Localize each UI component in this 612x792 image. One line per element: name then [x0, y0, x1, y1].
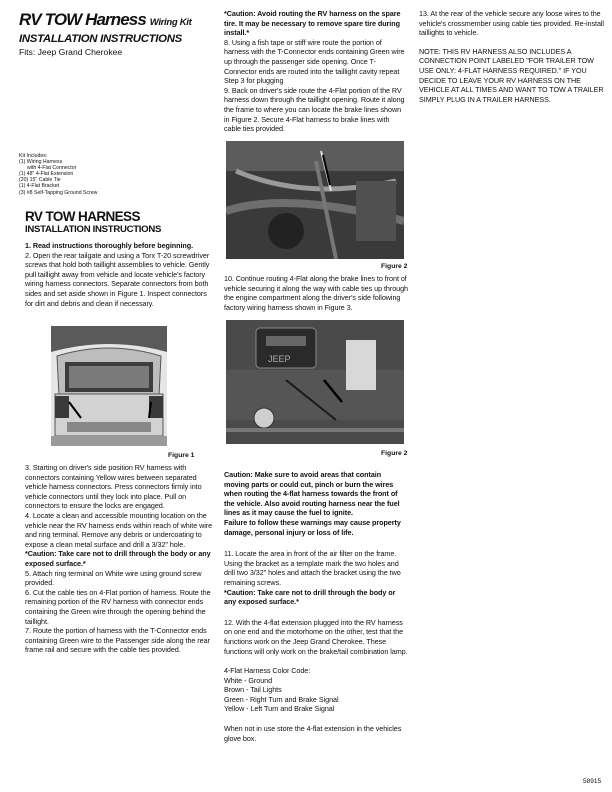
color-code-title: 4-Flat Harness Color Code: [224, 666, 311, 676]
kit-line: (1) Wiring Harness [19, 159, 63, 166]
figure-3-caption: Figure 2 [381, 450, 408, 457]
caution-warnings: Failure to follow these warnings may cause property damage, personal injury or loss of life. [224, 517, 401, 537]
figure-1-photo [51, 326, 167, 446]
figure-2-photo [226, 141, 404, 259]
step-10: 10. Continue routing 4-Flat along the brake lines to front of vehicle securing it along the way with cable ties up through the engine compartment along the driver's side following factory wiring harness shown in Figure 3. [224, 274, 408, 312]
trailer-note: NOTE: THIS RV HARNESS ALSO INCLUDES A CONNECTION POINT LABELED "FOR TRAILER TOW USE ONLY: 4-FLAT HARNESS REQUIRED." IF YOU DECIDE TO LEAVE YOUR RV HARNESS ON THE VEHICLE AT ALL TIMES AND WANT TO TOW A TRAILER SIMPLY PLUG IN A TRAILER HARNESS. [419, 46, 604, 104]
color-code-row: Brown - Tail Lights [224, 685, 282, 695]
step-4: 4. Locate a clean and accessible mounting location on the vehicle near the RV harness ends within reach of white wire and ring terminal. Remove any debris or undercoating to expose a clean metal surface and drill a 3/32" hole. [25, 510, 213, 549]
step-6: 6. Cut the cable ties on 4-Flat portion of harness. Route the remaining portion of the RV harness with connector ends containing the Green wire through the opening behind the taillight. [25, 587, 211, 626]
color-code [224, 666, 408, 714]
fits-label: Fits: Jeep Grand Cherokee [19, 47, 123, 57]
figure-1-image [51, 326, 167, 446]
color-code-row: Green - Right Turn and Brake Signal [224, 694, 339, 704]
figure-2-caption: Figure 2 [381, 263, 408, 270]
section-subtitle: INSTALLATION INSTRUCTIONS [25, 224, 162, 235]
column-1-lower [25, 463, 213, 655]
figure-2-image [226, 141, 404, 259]
column-1 [25, 241, 213, 308]
kit-line: (20) 15" Cable Tie [19, 177, 61, 184]
section-heading [25, 209, 215, 235]
title-sub: Wiring Kit [149, 17, 192, 28]
kit-line: with 4-Flat Connector [27, 165, 77, 172]
title-main: RV TOW Harness [19, 10, 146, 29]
page-title [19, 10, 219, 33]
column-2-mid [224, 274, 408, 312]
kit-includes [19, 153, 139, 196]
step-12: 12. With the 4-flat extension plugged into the RV harness on one end and the motorhome on the other, test that the functions work on the Jeep Grand Cherokee. These functions will only work on the brake/tail combination lamp. [224, 617, 408, 656]
step-7: 7. Route the portion of harness with the T-Connector ends containing Green wire to the Passenger side along the rear frame rail and secure with the cable ties provided. [25, 626, 210, 655]
kit-line: (3) #8 Self-Tapping Ground Screw [19, 189, 98, 196]
caution-drill-1: *Caution: Take care not to drill through the body or any exposed surface.* [25, 549, 211, 568]
svg-text:JEEP: JEEP [268, 354, 291, 364]
step-8: 8. Using a fish tape or stiff wire route the portion of harness with the T-Connector ends containing Green wire up through the passenger side opening. Once T-Connector ends are routed into the taillight cavity repeat Step 3 for plugging [224, 37, 405, 86]
section-title: RV TOW HARNESS [25, 209, 140, 224]
storage-note: When not in use store the 4-flat extension in the vehicles glove box. [224, 724, 402, 743]
step-13: 13. At the rear of the vehicle secure any loose wires to the vehicle's crossmember using cable ties provided. Re-install taillights to vehicle. [419, 9, 604, 38]
figure-3-photo [226, 320, 404, 444]
kit-line: Kit Includes: [19, 153, 48, 159]
step-11: 11. Locate the area in front of the air filter on the frame. Using the bracket as a template mark the two holes and drill two 3/32" holes and attach the bracket using the two remaining screws. [224, 549, 401, 587]
column-2 [224, 9, 408, 134]
step-1: 1. Read instructions thoroughly before beginning. [25, 241, 194, 250]
color-code-row: Yellow - Left Turn and Brake Signal [224, 704, 335, 714]
column-2-lower [224, 470, 408, 743]
kit-line: (1) 4-Flat Bracket [19, 183, 60, 190]
figure-3-image [226, 320, 404, 444]
part-number: 58915 [583, 778, 602, 785]
step-5: 5. Attach ring terminal on White wire using ground screw provided. [25, 568, 202, 588]
caution-moving-parts: Caution: Make sure to avoid areas that contain moving parts or could cut, pinch or burn the wires when routing the 4-flat harness towards the front of the vehicle. Also avoid routing harness near the fuel lines as it may cause the fuel to ignite. [224, 470, 400, 518]
column-3 [419, 9, 605, 104]
kit-line: (1) 48" 4-Flat Extension [19, 171, 74, 178]
figure-1-caption: Figure 1 [168, 452, 195, 459]
caution-drill-2: *Caution: Take care not to drill through the body or any exposed surface.* [224, 587, 396, 607]
instructions-heading: INSTALLATION INSTRUCTIONS [19, 33, 182, 45]
caution-spare-tire: *Caution: Avoid routing the RV harness on the spare tire. It may be necessary to remove spare tire during install.* [224, 9, 401, 38]
step-9: 9. Back on driver's side route the 4-Flat portion of the RV harness down through the taillight opening. Route it along the frame to where you can locate the brake lines shown in Figure 2. Secure 4-Flat harness to brake lines with cable ties provided. [224, 85, 405, 134]
step-3: 3. Starting on driver's side position RV harness with connectors containing Yellow wires between separated vehicle harness connectors. Press connectors firmly into vehicle connectors until they lock into place. Pull on connectors to ensure the locks are engaged. [25, 463, 202, 511]
color-code-row: White - Ground [224, 675, 273, 685]
step-2: 2. Open the rear tailgate and using a Torx T-20 screwdriver screws that hold both taillight assemblies to vehicle. Gently pull taillight away from vehicle and locate vehicle's factory wiring harness connectors. Separate connectors from both sides and set aside shown in Figure 1. Inspect connectors for dirt and debris and clean if necessary. [25, 250, 210, 308]
header [19, 10, 219, 57]
